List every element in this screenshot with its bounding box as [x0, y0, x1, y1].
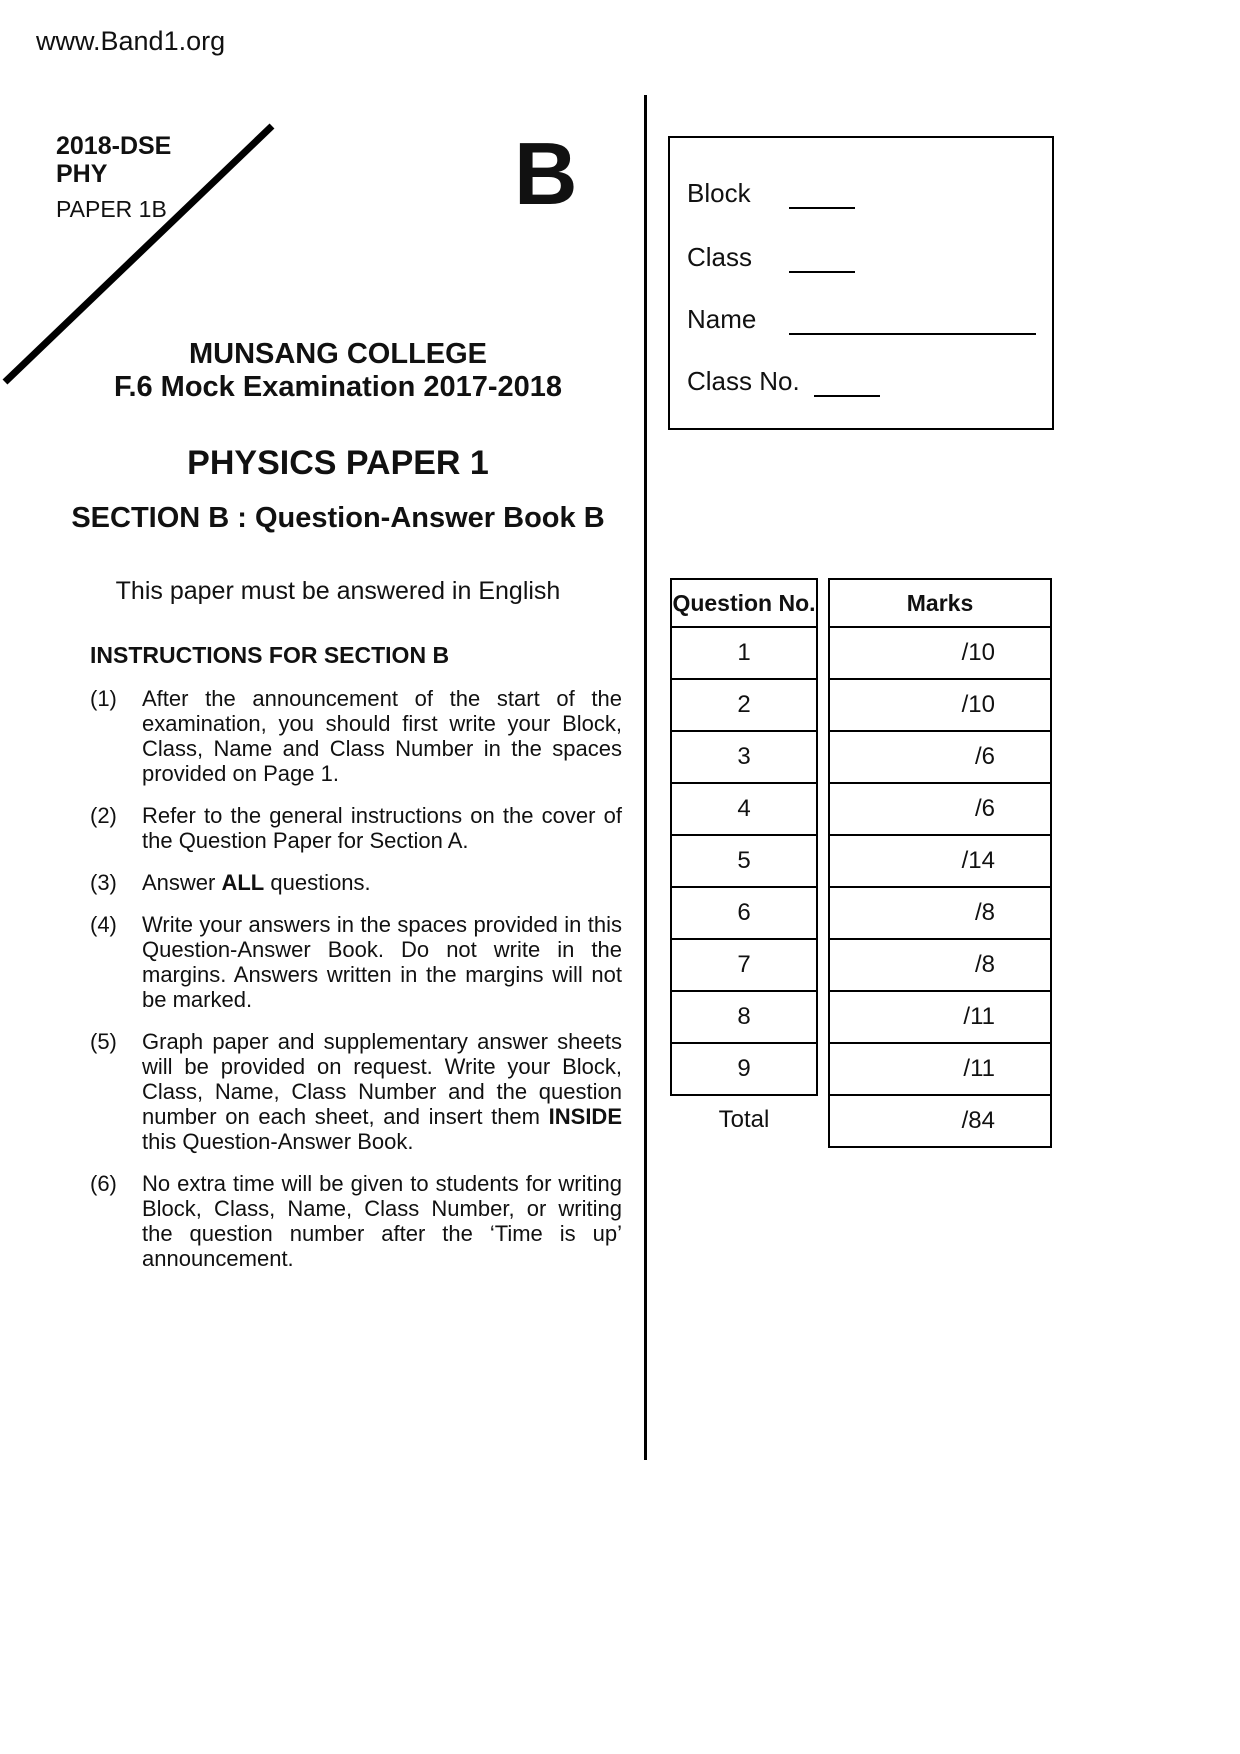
block-label: Block	[687, 178, 751, 208]
question-no-cell: 9	[672, 1042, 816, 1094]
instruction-item-4	[90, 912, 622, 1012]
instruction-text: Write your answers in the spaces provided in this Question-Answer Book. Do not write in the margins. Answers written in the margins will not be marked.	[142, 912, 622, 1012]
instruction-item-6	[90, 1171, 622, 1271]
marks-cell: /8	[830, 886, 1050, 938]
question-no-cell: 6	[672, 886, 816, 938]
marks-cell: /6	[830, 782, 1050, 834]
paper-code: PAPER 1B	[56, 196, 167, 222]
question-no-cell: 3	[672, 730, 816, 782]
question-no-cell: 1	[672, 626, 816, 678]
student-info-box	[668, 136, 1054, 430]
instructions-heading: INSTRUCTIONS FOR SECTION B	[90, 642, 450, 668]
total-marks-cell: /84	[830, 1094, 1050, 1146]
field-block	[687, 178, 1036, 209]
marks-cell: /10	[830, 678, 1050, 730]
name-input-line	[789, 305, 1036, 335]
book-letter: B	[514, 124, 578, 223]
section-title: SECTION B : Question-Answer Book B	[71, 502, 605, 534]
marks-cell: /8	[830, 938, 1050, 990]
exam-code: 2018-DSE	[56, 132, 172, 160]
question-no-cell: 5	[672, 834, 816, 886]
question-no-column	[670, 578, 818, 1096]
instruction-text: Graph paper and supplementary answer sheets will be provided on request. Write your Block, Class, Name, Class Number and the question number on each sheet, and insert them INSIDE this Question-Answer Book.	[142, 1029, 622, 1154]
instruction-text: Answer ALL questions.	[142, 870, 371, 895]
vertical-divider-line	[644, 95, 647, 1460]
instruction-number: (4)	[90, 912, 117, 937]
field-class	[687, 242, 1036, 273]
college-title: MUNSANG COLLEGE	[188, 338, 488, 370]
marks-column	[828, 578, 1052, 1148]
class-input-line	[789, 243, 855, 273]
paper-title: PHYSICS PAPER 1	[187, 444, 489, 482]
name-label: Name	[687, 304, 757, 334]
marks-cell: /10	[830, 626, 1050, 678]
subject-code: PHY	[56, 160, 108, 188]
instruction-item-3	[90, 870, 622, 895]
class-no-input-line	[814, 367, 880, 397]
instruction-number: (3)	[90, 870, 117, 895]
marks-header: Marks	[906, 589, 974, 616]
exam-title: F.6 Mock Examination 2017-2018	[113, 371, 563, 403]
question-no-cell: 8	[672, 990, 816, 1042]
question-no-cell: 4	[672, 782, 816, 834]
instruction-number: (6)	[90, 1171, 117, 1196]
site-watermark: www.Band1.org	[36, 26, 226, 56]
question-no-cell: 2	[672, 678, 816, 730]
block-input-line	[789, 179, 855, 209]
language-note: This paper must be answered in English	[115, 577, 561, 605]
instruction-item-1	[90, 686, 622, 786]
class-label: Class	[687, 242, 753, 272]
question-no-header: Question No.	[672, 589, 816, 616]
instruction-item-2	[90, 803, 622, 853]
question-no-cell: 7	[672, 938, 816, 990]
class-no-label: Class No.	[687, 366, 800, 396]
field-name	[687, 304, 1036, 335]
college-title-block	[55, 338, 621, 404]
instruction-item-5	[90, 1029, 622, 1154]
instruction-number: (5)	[90, 1029, 117, 1054]
instructions-block	[90, 642, 622, 1271]
instruction-text: No extra time will be given to students for writing Block, Class, Name, Class Number, or writing the question number after the ‘Time is up’ announcement.	[142, 1171, 622, 1271]
instruction-text: Refer to the general instructions on the cover of the Question Paper for Section A.	[142, 803, 622, 853]
marks-cell: /14	[830, 834, 1050, 886]
instruction-number: (1)	[90, 686, 117, 711]
marks-cell: /11	[830, 990, 1050, 1042]
field-class-no	[687, 366, 1036, 397]
total-label: Total	[718, 1106, 770, 1133]
instruction-text: After the announcement of the start of the examination, you should first write your Block, Class, Name and Class Number in the spaces provided on Page 1.	[142, 686, 622, 786]
marks-cell: /11	[830, 1042, 1050, 1094]
marks-cell: /6	[830, 730, 1050, 782]
instruction-number: (2)	[90, 803, 117, 828]
